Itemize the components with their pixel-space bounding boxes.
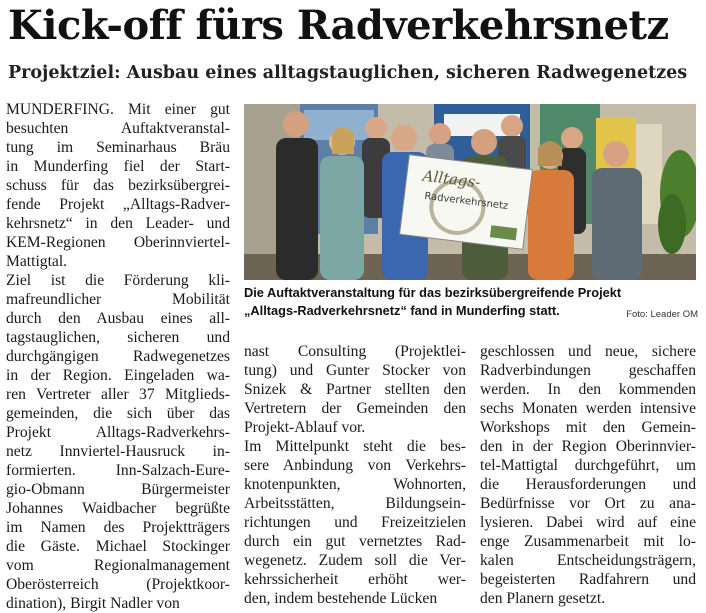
article-text-line: in Munderfing fiel der Start- [6,158,230,175]
article-text-line: richtungen und Freizeitzielen [244,514,466,531]
article-column-2 [244,342,466,608]
headline: Kick-off fürs Radverkehrsnetz [8,2,669,49]
article-text-line: tagstauglichen, sicheren und [6,329,230,346]
article-column-3 [480,342,696,608]
article-text-line: formierten. Inn-Salzach-Eure- [6,462,230,479]
article-text-line: begeisterten Radfahrern und [480,571,696,588]
article-text-line: Mattigtal. [6,253,68,270]
article-text-line: die Herausforderungen und [480,476,696,493]
article-text-line: sere Anbindung von Verkehrs- [244,457,466,474]
article-text-line: gemeinden, die sich über das [6,405,230,422]
article-column-1 [6,100,230,613]
article-text-line: Oberösterreich (Projektkoor- [6,576,230,593]
article-text-line: den, indem bestehende Lücken [244,590,438,607]
group-photo [244,104,696,280]
article-text-line: durchgängigen Radwegenetzes [6,348,230,365]
article-text-line: lysieren. Dabei wird auf eine [480,514,696,531]
article-text-line: schuss für das bezirksübergrei- [6,177,230,194]
article-text-line: netz Innviertel-Hausruck in- [6,443,230,460]
article-text-line: Projekt-Ablauf vor. [244,419,366,436]
article-text-line: Vertretern der Gemeinden den [244,400,466,417]
article-text-line: die Gäste. Michael Stockinger [6,538,230,555]
article-text-line: durch den Ausbau eines all- [6,310,230,327]
article-text-line: wegenetz. Zudem soll die Ver- [244,552,466,569]
article-text-line: Radverbindungen geschaffen [480,362,696,379]
article-text-line: vom Regionalmanagement [6,557,230,574]
article-text-line: fende Projekt „Alltags-Radver- [6,196,230,213]
article-text-line: den in der Region Oberinnvier- [480,438,696,455]
article-text-line: kalen Entscheidungsträgern, [480,552,696,569]
sign-text-2: Radverkehrsnetz [423,190,509,213]
article-text-line: nast Consulting (Projektlei- [244,343,466,360]
article-text-line: im Namen des Projektträgers [6,519,230,536]
article-text-line: Workshops mit den Gemein- [480,419,696,436]
sign-text-1: Alltags- [421,166,482,192]
photo-credit: Foto: Leader OM [626,309,698,320]
article-text-line: Arbeitsstätten, Bildungsein- [244,495,466,512]
article-text-line: geschlossen und neue, sichere [480,343,696,360]
article-text-line: ren Vertreter aller 37 Mitglieds- [6,386,230,403]
article-text-line: tung) und Gunter Stocker von [244,362,466,379]
article-text-line: Johannes Waidbacher begrüßte [6,500,230,517]
article-text-line: in der Region. Eingeladen wa- [6,367,230,384]
article-text-line: knotenpunkten, Wohnorten, [244,476,466,493]
article-text-line: Ziel ist die Förderung kli- [6,272,230,289]
article-text-line: Projekt Alltags-Radverkehrs- [6,424,230,441]
article-text-line: sechs Monaten werden intensive [480,400,696,417]
article-text-line: kehrsnetz“ in den Leader- und [6,215,230,232]
article-text-line: durch ein gut vernetztes Rad- [244,533,466,550]
article-text-line: dination), Birgit Nadler von [6,595,180,612]
article-text-line: den Planern gesetzt. [480,590,606,607]
article-text-line: kehrssicherheit erhöht wer- [244,571,466,588]
subheadline: Projektziel: Ausbau eines alltagstauglichen, sicheren Radwegenetzes [8,63,688,83]
article-text-line: Bedürfnisse vor Ort zu ana- [480,495,696,512]
article-text-line: tung im Seminarhaus Bräu [6,139,230,156]
article-text-line: mafreundlicher Mobilität [6,291,230,308]
article-text-line: tel-Mattigtal durchgeführt, um [480,457,696,474]
caption-line: Die Auftaktveranstaltung für das bezirksübergreifende Projekt [244,285,622,300]
caption-line: „Alltags-Radverkehrsnetz“ fand in Munderfing statt. [244,303,560,318]
article-text-line: besuchten Auftaktveranstal- [6,120,230,137]
article-text-line: Im Mittelpunkt steht die bes- [244,438,466,455]
article-text-line: Snizek & Partner stellten den [244,381,466,398]
article-text-line: enge Zusammenarbeit mit lo- [480,533,696,550]
article-text-line: werden. In den kommenden [480,381,696,398]
article-text-line: MUNDERFING. Mit einer gut [6,101,230,118]
article-text-line: KEM-Regionen Oberinnviertel- [6,234,230,251]
article-text-line: gio-Obmann Bürgermeister [6,481,230,498]
